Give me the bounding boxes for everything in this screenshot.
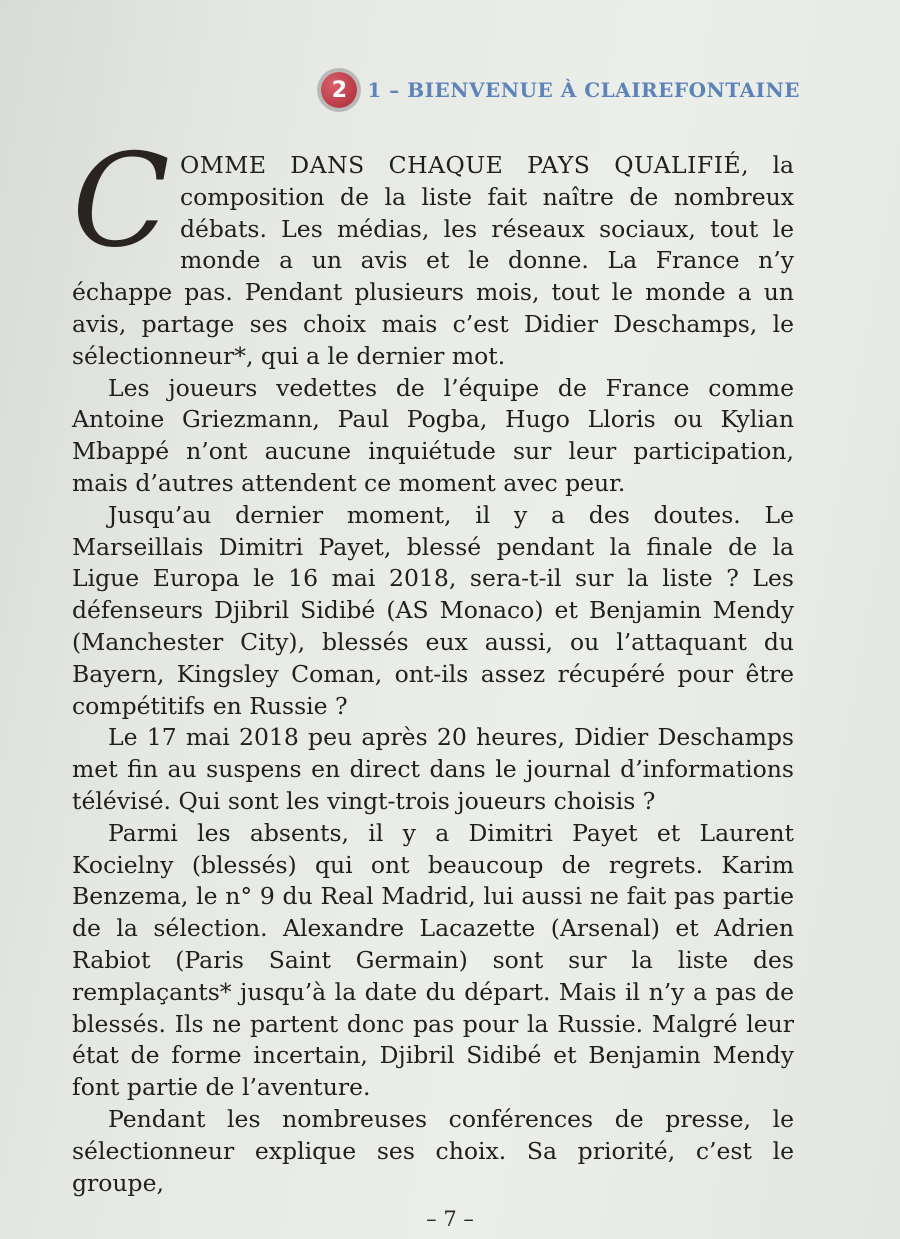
paragraph-3: Jusqu’au dernier moment, il y a des doutes. Le Marseillais Dimitri Payet, blessé pendant la finale de la Ligue Europa le 16 mai 2018, sera-t-il sur la liste ? Les défenseurs Djibril Sidibé (AS Monaco) et Benjamin Mendy (Manchester City), blessés eux aussi, ou l’attaquant du Bayern, Kingsley Coman, ont-ils assez récupéré pour être compétitifs en Russie ? <box>72 500 794 720</box>
paragraph-2: Les joueurs vedettes de l’équipe de France comme Antoine Griezmann, Paul Pogba, Hugo Lloris ou Kylian Mbappé n’ont aucune inquiétude sur leur participation, mais d’autres attendent ce moment avec peur. <box>72 373 794 497</box>
body-text <box>72 127 794 1199</box>
drop-cap: C <box>72 127 170 276</box>
lead-small-caps: OMME DANS CHAQUE PAYS QUALIFIÉ, <box>179 151 750 179</box>
paragraph-1 <box>72 127 794 373</box>
page-number: – 7 – <box>426 1207 474 1231</box>
chapter-header <box>321 72 800 108</box>
paragraph-4: Le 17 mai 2018 peu après 20 heures, Didier Deschamps met fin au suspens en direct dans le journal d’informations télévisé. Qui sont les vingt-trois joueurs choisis ? <box>72 723 794 815</box>
chapter-badge: 2 <box>321 72 357 108</box>
paragraph-1-text: la composition de la liste fait naître de nombreux débats. Les médias, les réseaux sociaux, tout le monde a un avis et le donne. La France n’y échappe pas. Pendant plusieurs mois, tout le monde a un avis, partage ses choix mais c’est Didier Deschamps, le sélectionneur*, qui a le dernier mot. <box>72 151 794 370</box>
paragraph-5: Parmi les absents, il y a Dimitri Payet et Laurent Kocielny (blessés) qui ont beaucoup de regrets. Karim Benzema, le n° 9 du Real Madrid, lui aussi ne fait pas partie de la sélection. Alexandre Lacazette (Arsenal) et Adrien Rabiot (Paris Saint Germain) sont sur la liste des remplaçants* jusqu’à la date du départ. Mais il n’y a pas de blessés. Ils ne partent donc pas pour la Russie. Malgré leur état de forme incertain, Djibril Sidibé et Benjamin Mendy font partie de l’aventure. <box>72 818 794 1102</box>
paragraph-6: Pendant les nombreuses conférences de presse, le sélectionneur explique ses choix. Sa priorité, c’est le groupe, <box>72 1104 794 1197</box>
chapter-title: 1 – BIENVENUE À CLAIREFONTAINE <box>367 78 800 102</box>
